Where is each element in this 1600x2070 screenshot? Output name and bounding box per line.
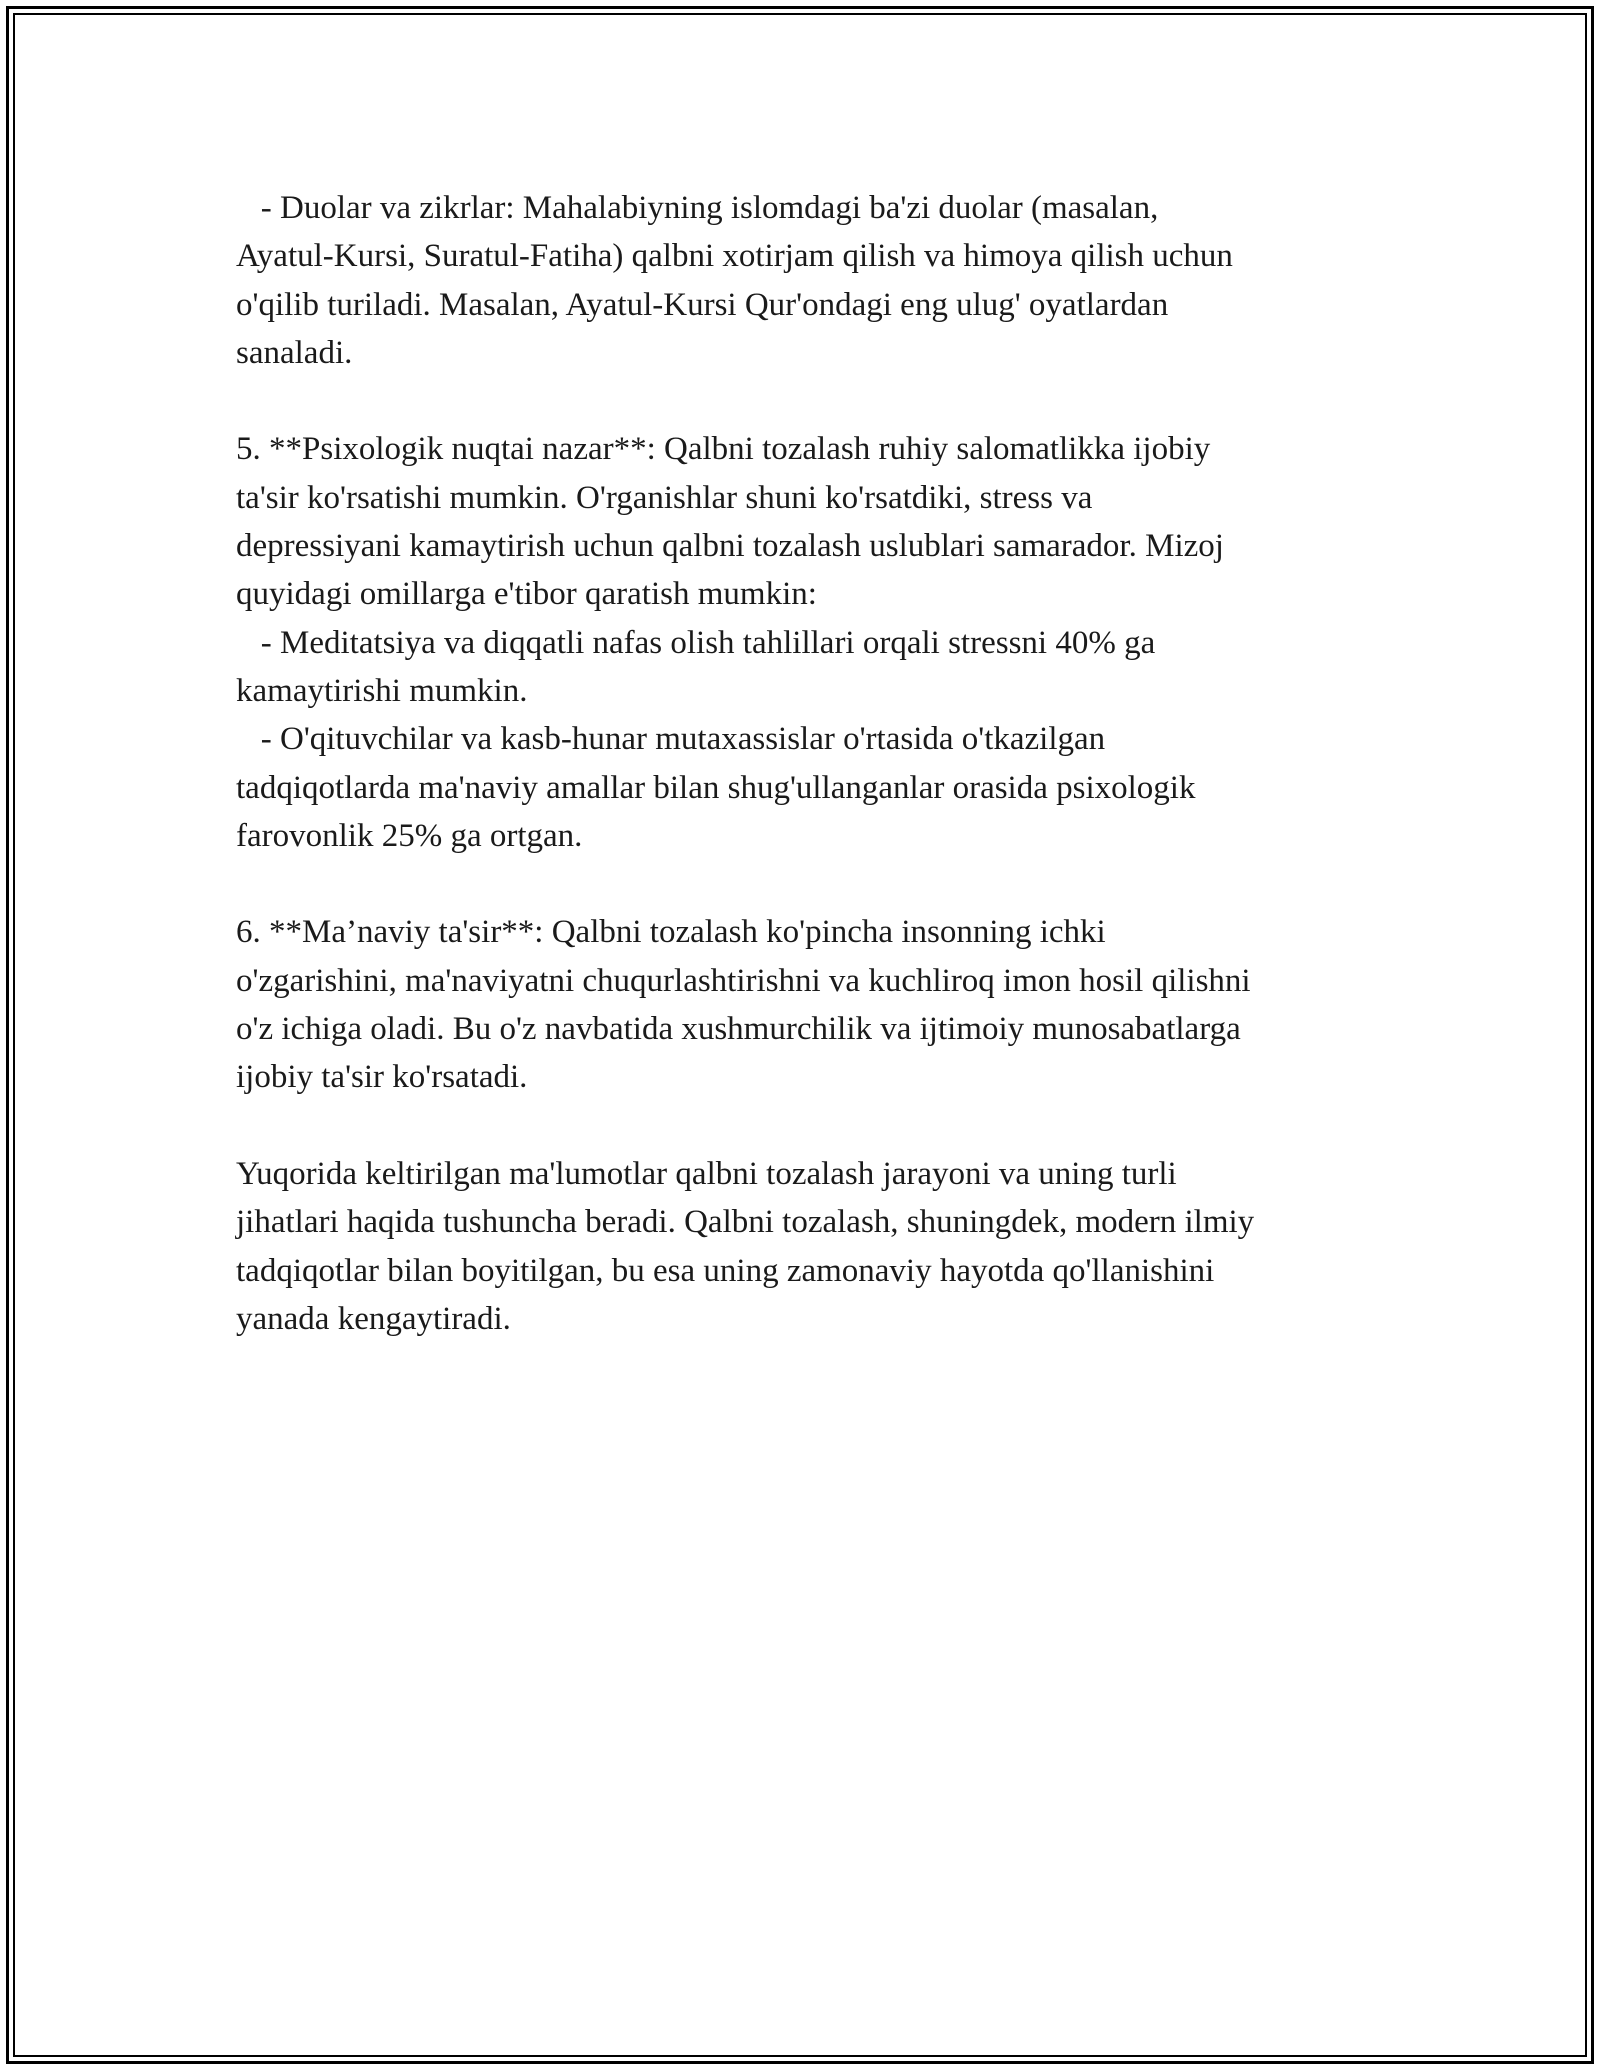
text-line: jihatlari haqida tushuncha beradi. Qalbni tozalash, shuningdek, modern ilmiy	[236, 1204, 1255, 1241]
text-line: - Duolar va zikrlar: Mahalabiyning islomdagi ba'zi duolar (masalan,	[236, 190, 1159, 226]
paragraph-manaviy	[236, 908, 1386, 1101]
text-line: sanaladi.	[236, 334, 353, 371]
paragraph-psixologik	[236, 425, 1386, 860]
paragraph-spacer	[236, 377, 1386, 425]
text-line: o'zgarishini, ma'naviyatni chuqurlashtirishni va kuchliroq imon hosil qilishni	[236, 962, 1251, 999]
text-line: kamaytirishi mumkin.	[236, 672, 528, 709]
text-line: - O'qituvchilar va kasb-hunar mutaxassislar o'rtasida o'tkazilgan	[236, 721, 1106, 758]
text-line: yanada kengaytiradi.	[236, 1300, 511, 1337]
text-line: farovonlik 25% ga ortgan.	[236, 817, 583, 854]
text-line: o'qilib turiladi. Masalan, Ayatul-Kursi Qur'ondagi eng ulug' oyatlardan	[236, 286, 1169, 323]
paragraph-duolar	[236, 184, 1386, 377]
text-line: quyidagi omillarga e'tibor qaratish mumkin:	[236, 576, 817, 613]
paragraph-spacer	[236, 1102, 1386, 1150]
text-line: 6. **Ma’naviy ta'sir**: Qalbni tozalash ko'pincha insonning ichki	[236, 914, 1106, 951]
text-line: Ayatul-Kursi, Suratul-Fatiha) qalbni xotirjam qilish va himoya qilish uchun	[236, 238, 1233, 275]
text-line: depressiyani kamaytirish uchun qalbni tozalash uslublari samarador. Mizoj	[236, 528, 1224, 565]
paragraph-spacer	[236, 860, 1386, 908]
text-line: o'z ichiga oladi. Bu o'z navbatida xushmurchilik va ijtimoiy munosabatlarga	[236, 1011, 1241, 1048]
text-line: tadqiqotlarda ma'naviy amallar bilan shug'ullanganlar orasida psixologik	[236, 769, 1196, 806]
text-line: 5. **Psixologik nuqtai nazar**: Qalbni tozalash ruhiy salomatlikka ijobiy	[236, 431, 1211, 468]
paragraph-conclusion	[236, 1150, 1386, 1343]
text-line: - Meditatsiya va diqqatli nafas olish tahlillari orqali stressni 40% ga	[236, 624, 1156, 661]
text-line: ijobiy ta'sir ko'rsatadi.	[236, 1059, 528, 1096]
text-line: tadqiqotlar bilan boyitilgan, bu esa uning zamonaviy hayotda qo'llanishini	[236, 1252, 1215, 1289]
document-body	[236, 184, 1386, 1343]
text-line: ta'sir ko'rsatishi mumkin. O'rganishlar shuni ko'rsatdiki, stress va	[236, 479, 1093, 516]
text-line: Yuqorida keltirilgan ma'lumotlar qalbni tozalash jarayoni va uning turli	[236, 1155, 1177, 1192]
